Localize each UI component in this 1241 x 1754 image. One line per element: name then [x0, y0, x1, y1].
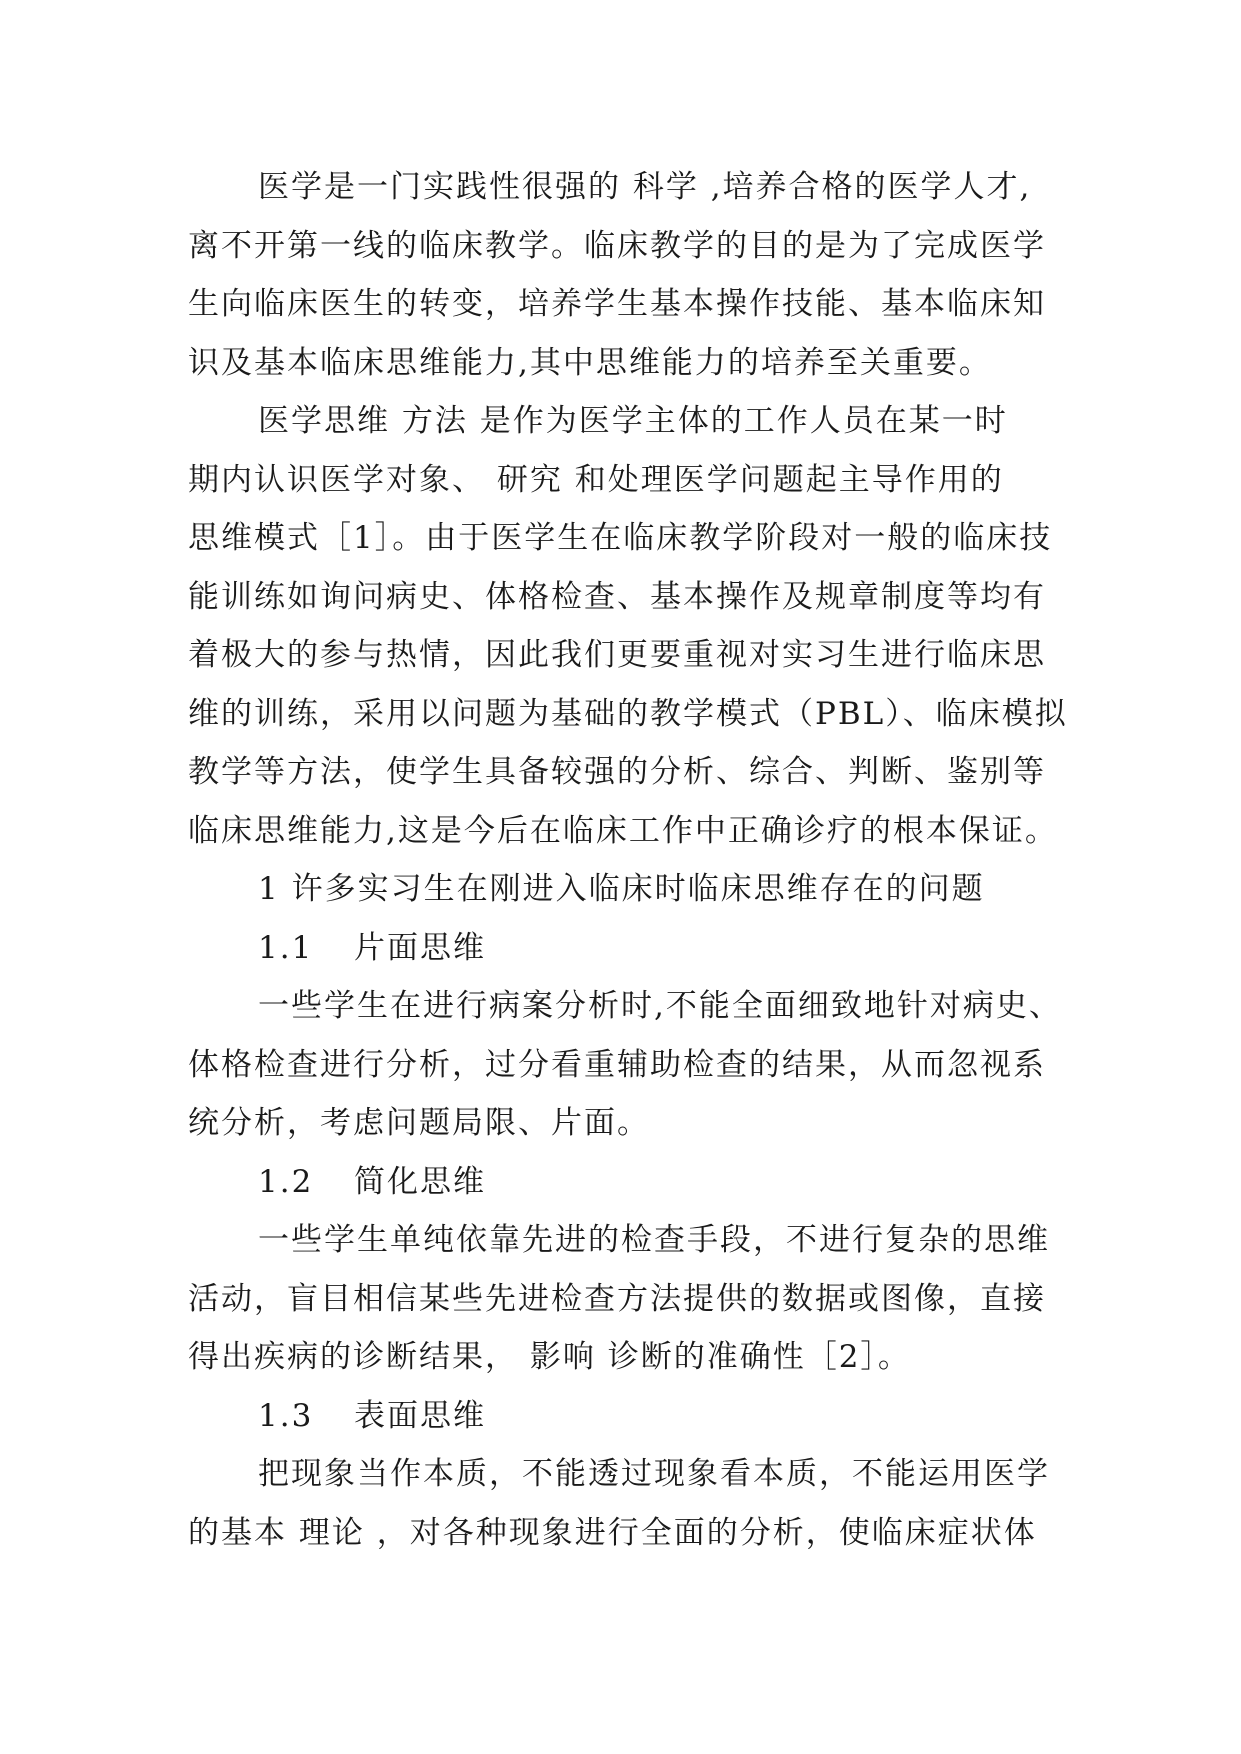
paragraph-line: 得出疾病的诊断结果， 影响 诊断的准确性［2］。 — [188, 1339, 911, 1375]
paragraph-line: 一些学生单纯依靠先进的检查手段，不进行复杂的思维 — [258, 1222, 1050, 1258]
subsection-title: 片面思维 — [354, 929, 486, 966]
paragraph-line: 医学是一门实践性很强的 科学 ,培养合格的医学人才, — [258, 169, 1032, 205]
subsection-heading — [188, 1387, 1048, 1446]
paragraph-line: 体格检查进行分析，过分看重辅助检查的结果，从而忽视系 — [188, 1046, 1046, 1083]
paragraph-line: 把现象当作本质，不能透过现象看本质，不能运用医学 — [258, 1456, 1050, 1492]
subsection-heading — [188, 1153, 1048, 1212]
paragraph-line: 识及基本临床思维能力,其中思维能力的培养至关重要。 — [188, 344, 992, 381]
subsection-heading — [188, 919, 1048, 978]
paragraph-line: 的基本 理论 ，对各种现象进行全面的分析，使临床症状体 — [188, 1514, 1037, 1551]
paragraph-line: 医学思维 方法 是作为医学主体的工作人员在某一时 — [258, 403, 1008, 439]
section-heading: 1 许多实习生在刚进入临床时临床思维存在的问题 — [258, 871, 985, 907]
paragraph-line: 能训练如询问病史、体格检查、基本操作及规章制度等均有 — [188, 578, 1046, 615]
paragraph-line: 教学等方法，使学生具备较强的分析、综合、判断、鉴别等 — [188, 754, 1046, 790]
paragraph-line: 期内认识医学对象、 研究 和处理医学问题起主导作用的 — [188, 461, 1004, 498]
subsection-number: 1.3 — [258, 1397, 314, 1434]
document-body — [188, 158, 1068, 1562]
subsection-number: 1.1 — [258, 929, 314, 966]
subsection-title: 简化思维 — [354, 1163, 486, 1200]
paragraph-line: 思维模式［1］。由于医学生在临床教学阶段对一般的临床技 — [188, 520, 1053, 556]
paragraph-line: 活动，盲目相信某些先进检查方法提供的数据或图像，直接 — [188, 1280, 1046, 1317]
paragraph-line: 离不开第一线的临床教学。临床教学的目的是为了完成医学 — [188, 227, 1046, 264]
paragraph-line: 生向临床医生的转变，培养学生基本操作技能、基本临床知 — [188, 286, 1046, 322]
paragraph-line: 一些学生在进行病案分析时,不能全面细致地针对病史、 — [258, 988, 1062, 1024]
paragraph-line: 统分析，考虑问题局限、片面。 — [188, 1105, 650, 1141]
subsection-number: 1.2 — [258, 1163, 314, 1200]
paragraph-line: 着极大的参与热情，因此我们更要重视对实习生进行临床思 — [188, 637, 1046, 673]
paragraph-line: 临床思维能力,这是今后在临床工作中正确诊疗的根本保证。 — [188, 812, 1058, 849]
paragraph-line: 维的训练，采用以问题为基础的教学模式（PBL）、临床模拟 — [188, 695, 1068, 732]
subsection-title: 表面思维 — [354, 1397, 486, 1434]
